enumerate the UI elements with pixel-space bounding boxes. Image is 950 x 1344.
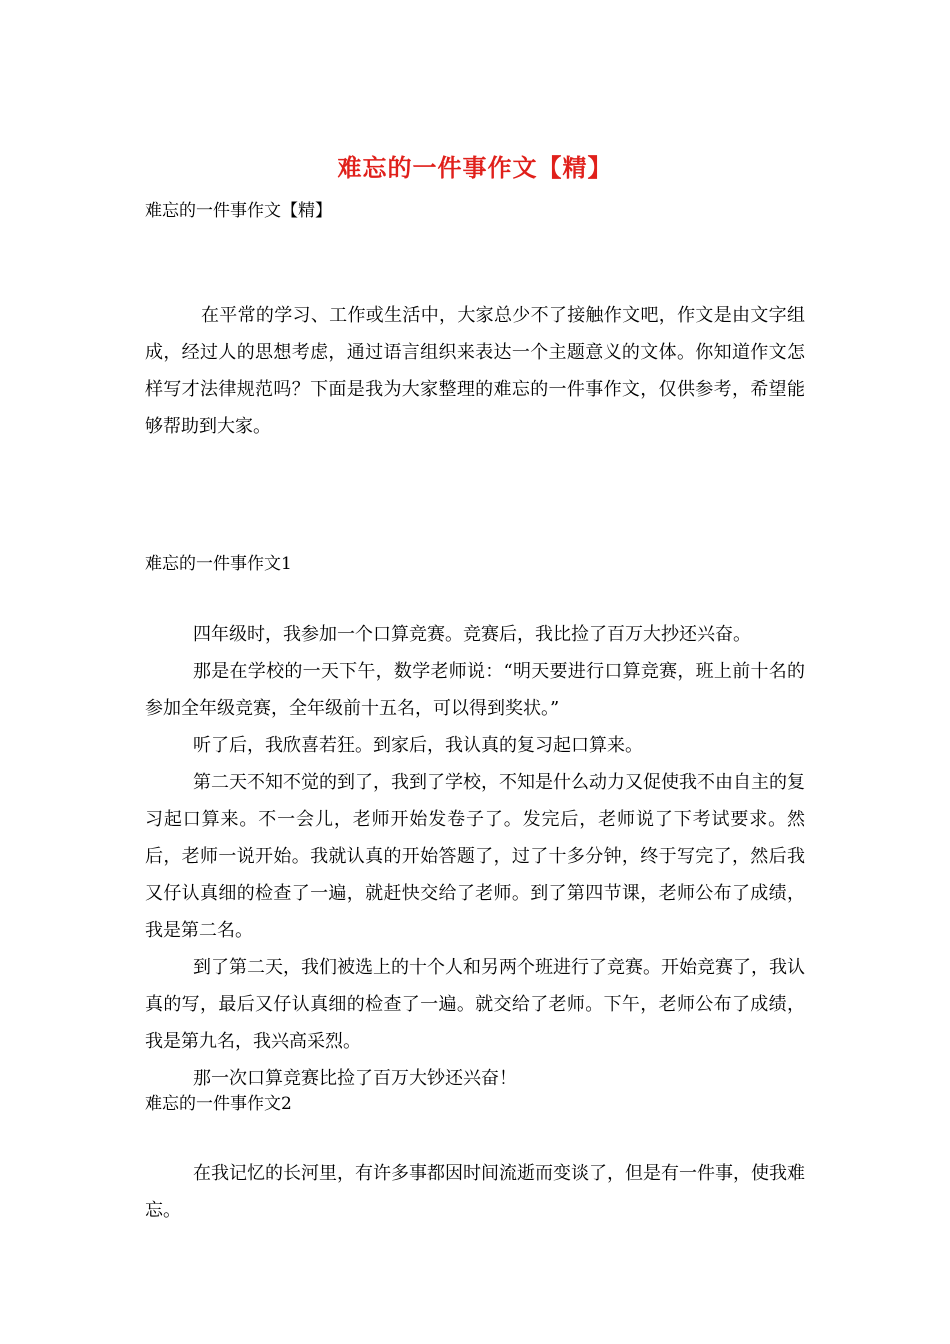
section-heading-2: 难忘的一件事作文2 [145,1094,292,1114]
intro-paragraph: 在平常的学习、工作或生活中，大家总少不了接触作文吧，作文是由文字组成，经过人的思想考虑，通过语言组织来表达一个主题意义的文体。你知道作文怎样写才法律规范吗？下面是我为大家整理的难忘的一件事作文，仅供参考，希望能够帮助到大家。 [145,305,805,437]
body-paragraph: 到了第二天，我们被选上的十个人和另两个班进行了竞赛。开始竞赛了，我认真的写，最后又仔认真细的检查了一遍。就交给了老师。下午，老师公布了成绩，我是第九名，我兴高采烈。 [145,957,805,1052]
section-heading-1: 难忘的一件事作文1 [145,554,292,574]
body-paragraph: 四年级时，我参加一个口算竞赛。竞赛后，我比捡了百万大抄还兴奋。 [193,624,751,645]
body-paragraph: 那是在学校的一天下午，数学老师说：“明天要进行口算竞赛，班上前十名的参加全年级竞赛，全年级前十五名，可以得到奖状。” [145,661,805,719]
body-paragraph: 听了后，我欣喜若狂。到家后，我认真的复习起口算来。 [193,735,643,756]
document-title: 难忘的一件事作文【精】 [337,153,613,182]
section-body-2 [145,1155,805,1229]
body-paragraph: 那一次口算竞赛比捡了百万大钞还兴奋！ [193,1068,517,1089]
body-paragraph: 在我记忆的长河里，有许多事都因时间流逝而变谈了，但是有一件事，使我难忘。 [145,1163,805,1221]
body-paragraph: 第二天不知不觉的到了，我到了学校，不知是什么动力又促使我不由自主的复习起口算来。不一会儿，老师开始发卷子了。发完后，老师说了下考试要求。然后，老师一说开始。我就认真的开始答题了，过了十多分钟，终于写完了，然后我又仔认真细的检查了一遍，就赶快交给了老师。到了第四节课，老师公布了成绩，我是第二名。 [145,772,805,941]
section-body-1 [145,616,805,1097]
document-subtitle: 难忘的一件事作文【精】 [145,201,332,221]
